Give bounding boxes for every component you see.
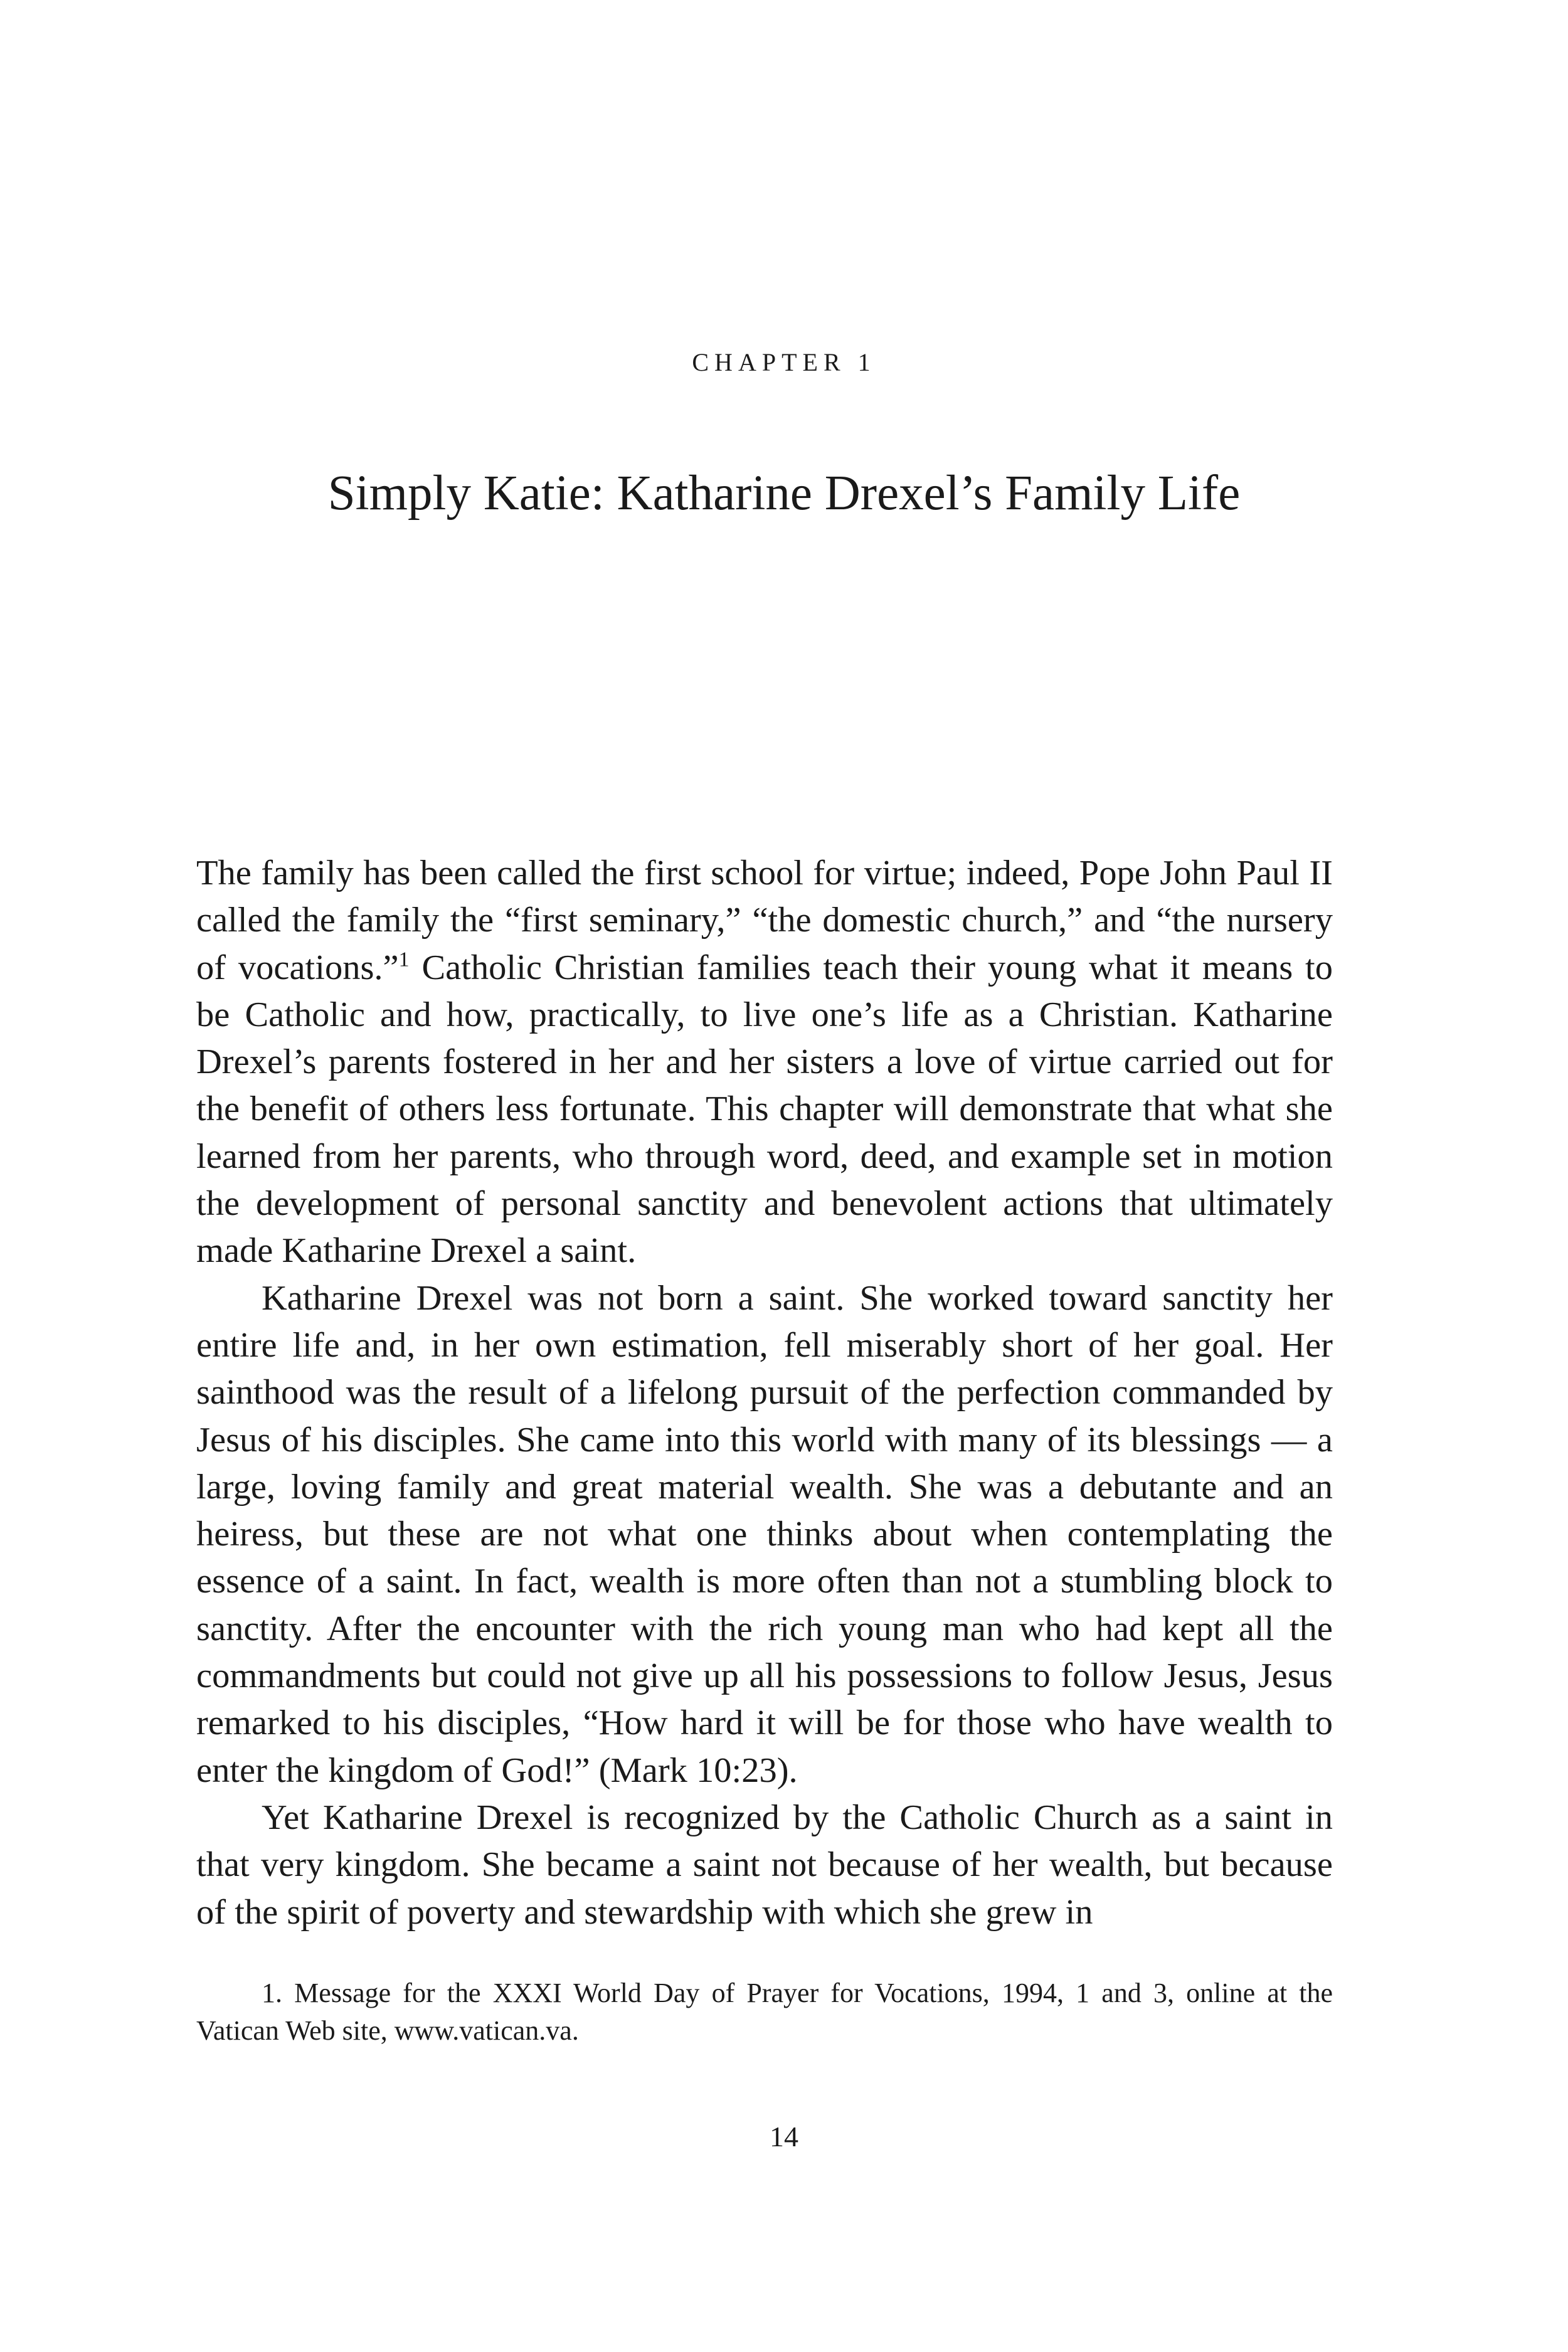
page-number: 14 bbox=[770, 2121, 798, 2153]
chapter-label: CHAPTER 1 bbox=[692, 348, 876, 376]
paragraph-1-text-before-ref: The family has been called the first school for virtue; indeed, Pope John Paul II called the family the “first seminary,” “the domestic church,” and “the nursery of vocations.” bbox=[196, 854, 1333, 987]
paragraph-1-text-after-ref: Catholic Christian families teach their young what it means to be Catholic and how, practically, to live one’s life as a Christian. Katharine Drexel’s parents fostered in her and her sisters a love of virtue carried out for the benefit of others less fortunate. This chapter will demonstrate that what she learned from her parents, who through word, deed, and example set in motion the development of personal sanctity and benevolent actions that ultimately made Katharine Drexel a saint. bbox=[196, 948, 1333, 1271]
paragraph-1 bbox=[196, 850, 1333, 1275]
paragraph-3: Yet Katharine Drexel is recognized by the Catholic Church as a saint in that very kingdom. She became a saint not because of her wealth, but because of the spirit of poverty and stewardship with which she grew in bbox=[196, 1798, 1333, 1932]
footnote: 1. Message for the XXXI World Day of Prayer for Vocations, 1994, 1 and 3, online at the Vatican Web site, www.vatican.va. bbox=[196, 1978, 1333, 2046]
footnote-reference: 1 bbox=[398, 948, 410, 972]
paragraph-2: Katharine Drexel was not born a saint. She worked toward sanctity her entire life and, in her own estimation, fell miserably short of her goal. Her sainthood was the result of a lifelong pursuit of the perfection commanded by Jesus of his disciples. She came into this world with many of its blessings — a large, loving family and great material wealth. She was a debutante and an heiress, but these are not what one thinks about when contemplating the essence of a saint. In fact, wealth is more often than not a stumbling block to sanctity. After the encounter with the rich young man who had kept all the commandments but could not give up all his possessions to follow Jesus, Jesus remarked to his disciples, “How hard it will be for those who have wealth to enter the kingdom of God!” (Mark 10:23). bbox=[196, 1278, 1333, 1790]
chapter-title: Simply Katie: Katharine Drexel’s Family Life bbox=[327, 466, 1241, 521]
body-text bbox=[196, 850, 1333, 1936]
